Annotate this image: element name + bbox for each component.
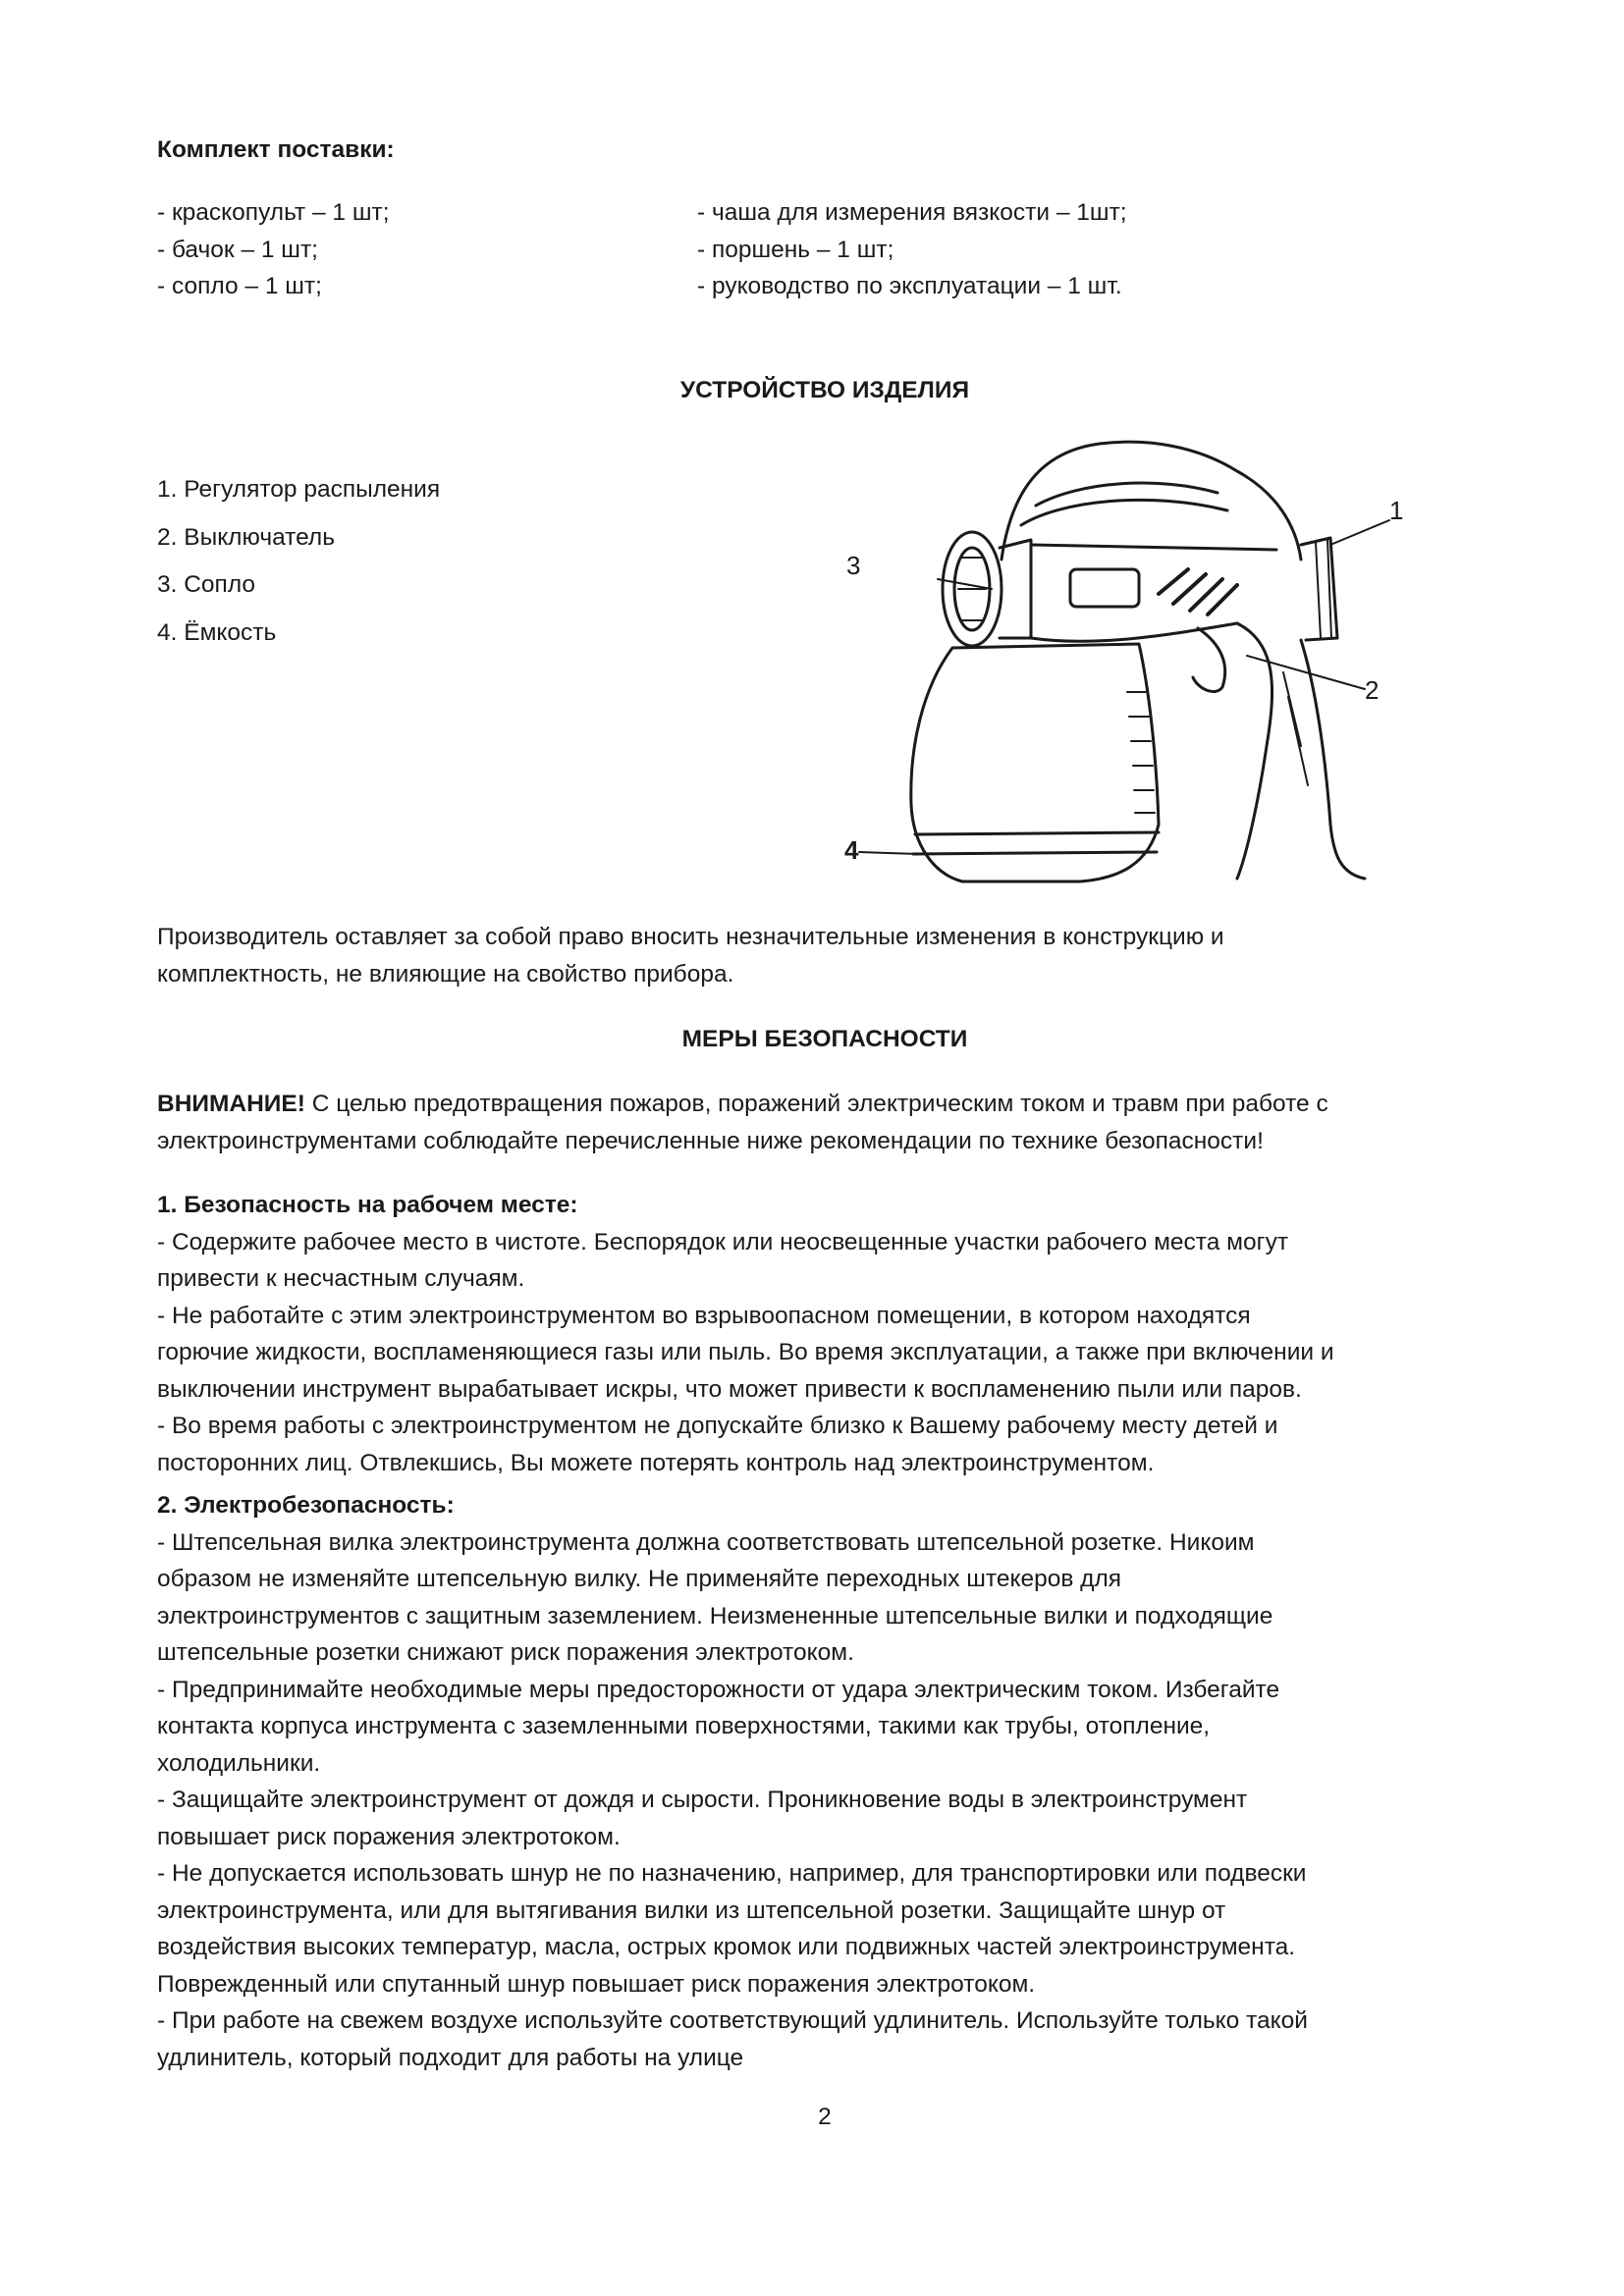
- parts-list: [157, 471, 648, 662]
- kit-title: Комплект поставки:: [157, 136, 395, 163]
- section-line: горючие жидкости, воспламеняющиеся газы или пыль. Во время эксплуатации, а также при включении и: [157, 1339, 1334, 1365]
- section-line: выключении инструмент вырабатывает искры, что может привести к воспламенению пыли или паров.: [157, 1375, 1302, 1403]
- kit-item: - чаша для измерения вязкости – 1шт;: [697, 199, 1127, 226]
- warning-paragraph: [157, 1086, 1492, 1159]
- document-page: [157, 0, 1492, 2296]
- section-line: электроинструментов с защитным заземлением. Неизмененные штепсельные вилки и подходящие: [157, 1602, 1273, 1629]
- section-line: - Не работайте с этим электроинструментом во взрывоопасном помещении, в котором находятся: [157, 1302, 1251, 1329]
- section-line: Поврежденный или спутанный шнур повышает риск поражения электротоком.: [157, 1970, 1036, 1998]
- section-line: привести к несчастным случаям.: [157, 1265, 525, 1292]
- warning-text: С целью предотвращения пожаров, поражений электрическим током и травм при работе с: [304, 1091, 1328, 1117]
- warning-text: электроинструментами соблюдайте перечисленные ниже рекомендации по технике безопасности!: [157, 1127, 1264, 1154]
- section-title: 1. Безопасность на рабочем месте:: [157, 1192, 578, 1218]
- note-line: Производитель оставляет за собой право вносить незначительные изменения в конструкцию и: [157, 924, 1224, 950]
- warning-label: ВНИМАНИЕ!: [157, 1091, 305, 1117]
- section-line: повышает риск поражения электротоком.: [157, 1823, 621, 1850]
- kit-right-list: [697, 194, 1384, 305]
- section-workplace-safety: [157, 1187, 1492, 1481]
- kit-item: - поршень – 1 шт;: [697, 236, 894, 263]
- section-line: образом не изменяйте штепсельную вилку. Не применяйте переходных штекеров для: [157, 1566, 1122, 1592]
- device-heading: УСТРОЙСТВО ИЗДЕЛИЯ: [679, 377, 970, 403]
- part-item: 3. Сопло: [157, 571, 256, 598]
- callout-2: 2: [1365, 675, 1380, 705]
- safety-heading: МЕРЫ БЕЗОПАСНОСТИ: [681, 1026, 968, 1052]
- section-line: посторонних лиц. Отвлекшись, Вы можете потерять контроль над электроинструментом.: [157, 1449, 1155, 1476]
- kit-item: - руководство по эксплуатации – 1 шт.: [697, 273, 1122, 299]
- callout-3: 3: [846, 551, 861, 580]
- spray-gun-diagram: [687, 432, 1404, 883]
- callout-4: 4: [844, 835, 859, 865]
- section-line: воздействия высоких температур, масла, острых кромок или подвижных частей электроинструмента.: [157, 1934, 1296, 1960]
- part-item: 4. Ёмкость: [157, 618, 277, 646]
- section-line: - Штепсельная вилка электроинструмента должна соответствовать штепсельной розетке. Никоим: [157, 1528, 1255, 1556]
- section-title: 2. Электробезопасность:: [157, 1492, 455, 1519]
- kit-item: - бачок – 1 шт;: [157, 236, 318, 263]
- kit-item: - сопло – 1 шт;: [157, 273, 322, 299]
- part-item: 1. Регулятор распыления: [157, 476, 441, 503]
- part-item: 2. Выключатель: [157, 523, 335, 551]
- section-line: - Не допускается использовать шнур не по назначению, например, для транспортировки или подвески: [157, 1860, 1307, 1887]
- callout-1: 1: [1389, 496, 1404, 525]
- section-line: - При работе на свежем воздухе используйте соответствующий удлинитель. Используйте только такой: [157, 2007, 1308, 2034]
- section-line: - Защищайте электроинструмент от дождя и сырости. Проникновение воды в электроинструмент: [157, 1787, 1248, 1813]
- spray-gun-drawing: [687, 432, 1404, 883]
- section-electrical-safety: [157, 1487, 1492, 2076]
- section-line: удлинитель, который подходит для работы на улице: [157, 2044, 744, 2071]
- section-line: контакта корпуса инструмента с заземленными поверхностями, такими как трубы, отопление,: [157, 1713, 1211, 1739]
- section-line: электроинструмента, или для вытягивания вилки из штепсельной розетки. Защищайте шнур от: [157, 1896, 1226, 1924]
- kit-item: - краскопульт – 1 шт;: [157, 199, 390, 226]
- section-line: - Предпринимайте необходимые меры предосторожности от удара электрическим током. Избегайте: [157, 1676, 1280, 1703]
- section-line: - Во время работы с электроинструментом не допускайте близко к Вашему рабочему месту детей и: [157, 1413, 1278, 1439]
- section-line: штепсельные розетки снижают риск поражения электротоком.: [157, 1639, 854, 1666]
- section-line: - Содержите рабочее место в чистоте. Беспорядок или неосвещенные участки рабочего места могут: [157, 1228, 1289, 1255]
- manufacturer-note: [157, 919, 1492, 992]
- kit-left-list: [157, 194, 648, 305]
- page-number: 2: [818, 2104, 832, 2130]
- section-line: холодильники.: [157, 1749, 321, 1777]
- note-line: комплектность, не влияющие на свойство прибора.: [157, 960, 734, 988]
